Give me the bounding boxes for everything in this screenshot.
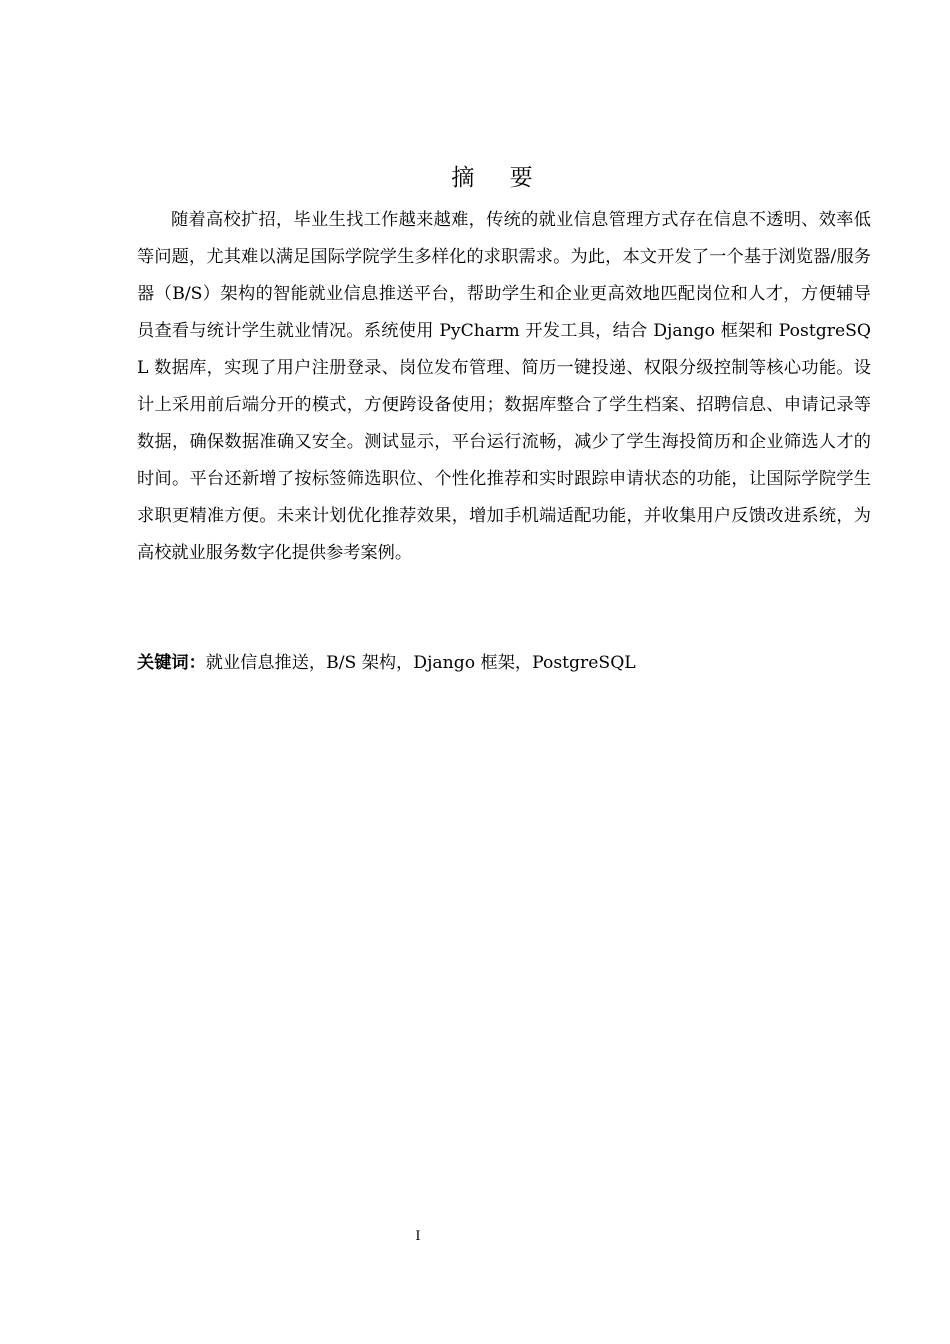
keywords-label: 关键词： — [137, 653, 206, 673]
abstract-paragraph: 随着高校扩招，毕业生找工作越来越难，传统的就业信息管理方式存在信息不透明、效率低等问题，尤其难以满足国际学院学生多样化的求职需求。为此，本文开发了一个基于浏览器/服务器（B/S）架构的智能就业信息推送平台，帮助学生和企业更高效地匹配岗位和人才，方便辅导员查看与统计学生就业情况。系统使用 PyCharm 开发工具，结合 Django 框架和 PostgreSQL 数据库，实现了用户注册登录、岗位发布管理、简历一键投递、权限分级控制等核心功能。设计上采用前后端分开的模式，方便跨设备使用；数据库整合了学生档案、招聘信息、申请记录等数据，确保数据准确又安全。测试显示，平台运行流畅，减少了学生海投简历和企业筛选人才的时间。平台还新增了按标签筛选职位、个性化推荐和实时跟踪申请状态的功能，让国际学院学生求职更精准方便。未来计划优化推荐效果，增加手机端适配功能，并收集用户反馈改进系统，为高校就业服务数字化提供参考案例。 — [137, 210, 871, 563]
page-title: 摘 要 — [451, 165, 547, 192]
keywords-line — [137, 645, 871, 682]
keywords-text: 就业信息推送，B/S 架构，Django 框架，PostgreSQL — [205, 653, 636, 673]
page-number: I — [415, 1229, 421, 1244]
